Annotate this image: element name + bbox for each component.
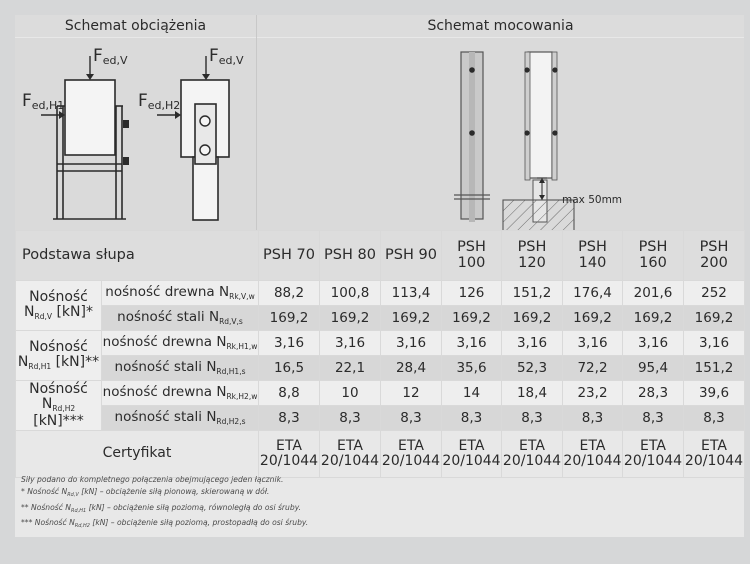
- value-cell: 151,2: [502, 281, 563, 306]
- row-label: nośność drewna $N_{Rk,H2,w}$: [102, 381, 259, 406]
- row-label: nośność stali $N_{Rd,V,s}$: [102, 306, 259, 331]
- value-cell: 3,16: [320, 331, 381, 356]
- table-row: [16, 356, 745, 381]
- value-cell: 3,16: [502, 331, 563, 356]
- certificate-cell: ETA 20/1044: [684, 431, 745, 478]
- column-header: PSH 140: [563, 231, 623, 281]
- row-label: nośność drewna $N_{Rk,H1,w}$: [102, 331, 259, 356]
- force-h1-sub: ed,H1: [31, 99, 65, 112]
- value-cell: 8,3: [320, 406, 381, 431]
- certificate-cell: ETA 20/1044: [563, 431, 623, 478]
- force-v2-label: F: [209, 46, 219, 66]
- value-cell: 14: [442, 381, 502, 406]
- value-cell: 3,16: [563, 331, 623, 356]
- value-cell: 3,16: [381, 331, 442, 356]
- value-cell: 95,4: [623, 356, 684, 381]
- value-cell: 8,3: [684, 406, 745, 431]
- mounting-diagram-svg: [257, 38, 744, 230]
- max-gap-label: max 50mm: [562, 194, 623, 206]
- value-cell: 252: [684, 281, 745, 306]
- value-cell: 72,2: [563, 356, 623, 381]
- column-header: PSH 70: [259, 231, 320, 281]
- column-header: PSH 160: [623, 231, 684, 281]
- corner-label: Podstawa słupa: [16, 231, 259, 281]
- row-label: nośność stali $N_{Rd,H2,s}$: [102, 406, 259, 431]
- column-header: PSH 100: [442, 231, 502, 281]
- value-cell: 3,16: [623, 331, 684, 356]
- certificate-cell: ETA 20/1044: [442, 431, 502, 478]
- value-cell: 8,3: [563, 406, 623, 431]
- column-header: PSH 90: [381, 231, 442, 281]
- value-cell: 23,2: [563, 381, 623, 406]
- table-row: [16, 281, 745, 306]
- value-cell: 201,6: [623, 281, 684, 306]
- value-cell: 22,1: [320, 356, 381, 381]
- value-cell: 3,16: [684, 331, 745, 356]
- value-cell: 3,16: [259, 331, 320, 356]
- value-cell: 3,16: [442, 331, 502, 356]
- value-cell: 169,2: [259, 306, 320, 331]
- product-sheet: [15, 15, 744, 537]
- force-v-label: F: [93, 46, 103, 66]
- capacity-table: [15, 230, 745, 478]
- footnote-2: ** Nośność $N_{Rd,H1}$ [kN] – obciążenie siłą poziomą, równoległą do osi śruby.: [21, 502, 302, 514]
- value-cell: 16,5: [259, 356, 320, 381]
- table-row: [16, 331, 745, 356]
- value-cell: 151,2: [684, 356, 745, 381]
- certificate-cell: ETA 20/1044: [381, 431, 442, 478]
- value-cell: 126: [442, 281, 502, 306]
- certificate-row: [16, 431, 745, 478]
- svg-text:Fed,H2: [138, 91, 180, 112]
- load-schema-drawing: [15, 38, 256, 230]
- row-label: nośność stali $N_{Rd,H1,s}$: [102, 356, 259, 381]
- group-label: Nośność $N_{Rd,H2}$ [kN]***: [16, 381, 102, 431]
- certificate-cell: ETA 20/1044: [502, 431, 563, 478]
- force-v-sub: ed,V: [102, 54, 128, 67]
- value-cell: 8,3: [623, 406, 684, 431]
- svg-text:Fed,H1: [22, 91, 64, 112]
- group-label: Nośność $N_{Rd,V}$ [kN]*: [16, 281, 102, 331]
- value-cell: 28,4: [381, 356, 442, 381]
- value-cell: 169,2: [320, 306, 381, 331]
- table-row: [16, 306, 745, 331]
- load-diagram-svg: [15, 38, 256, 230]
- row-label: nośność drewna $N_{Rk,V,w}$: [102, 281, 259, 306]
- value-cell: 8,3: [381, 406, 442, 431]
- value-cell: 169,2: [623, 306, 684, 331]
- force-h1-label: F: [22, 91, 32, 111]
- value-cell: 169,2: [381, 306, 442, 331]
- mounting-schema-drawing: [257, 38, 744, 230]
- load-schema-title: Schemat obciążenia: [15, 15, 256, 37]
- footnote-1: * Nośność $N_{Rd,V}$ [kN] – obciążenie siłą pionową, skierowaną w dół.: [21, 487, 270, 499]
- certificate-cell: ETA 20/1044: [320, 431, 381, 478]
- certificate-label: Certyfikat: [16, 431, 259, 478]
- certificate-cell: ETA 20/1044: [623, 431, 684, 478]
- value-cell: 10: [320, 381, 381, 406]
- footnote-general: Siły podano do kompletnego połączenia obejmującego jeden łącznik.: [21, 475, 284, 484]
- value-cell: 12: [381, 381, 442, 406]
- svg-text:Fed,V: [209, 46, 244, 67]
- table-row: [16, 406, 745, 431]
- value-cell: 28,3: [623, 381, 684, 406]
- value-cell: 8,3: [442, 406, 502, 431]
- table-row: [16, 381, 745, 406]
- value-cell: 169,2: [563, 306, 623, 331]
- mounting-schema-title: Schemat mocowania: [257, 15, 744, 37]
- value-cell: 113,4: [381, 281, 442, 306]
- table-header-row: [16, 231, 745, 281]
- force-v2-sub: ed,V: [218, 54, 244, 67]
- certificate-cell: ETA 20/1044: [259, 431, 320, 478]
- value-cell: 176,4: [563, 281, 623, 306]
- mounting-plate: [454, 52, 490, 222]
- value-cell: 52,3: [502, 356, 563, 381]
- value-cell: 8,3: [259, 406, 320, 431]
- value-cell: 39,6: [684, 381, 745, 406]
- side-view-bolts: [123, 120, 129, 165]
- force-h2-sub: ed,H2: [147, 99, 181, 112]
- svg-text:Fed,V: [93, 46, 128, 67]
- column-header: PSH 200: [684, 231, 745, 281]
- value-cell: 35,6: [442, 356, 502, 381]
- column-header: PSH 80: [320, 231, 381, 281]
- value-cell: 88,2: [259, 281, 320, 306]
- force-h2-label: F: [138, 91, 148, 111]
- value-cell: 169,2: [502, 306, 563, 331]
- value-cell: 169,2: [442, 306, 502, 331]
- footnotes: [21, 474, 741, 532]
- column-header: PSH 120: [502, 231, 563, 281]
- value-cell: 169,2: [684, 306, 745, 331]
- value-cell: 8,8: [259, 381, 320, 406]
- value-cell: 8,3: [502, 406, 563, 431]
- value-cell: 18,4: [502, 381, 563, 406]
- value-cell: 100,8: [320, 281, 381, 306]
- footnote-3: *** Nośność $N_{Rd,H2}$ [kN] – obciążenie siłą poziomą, prostopadłą do osi śruby.: [21, 517, 309, 529]
- group-label: Nośność $N_{Rd,H1}$ [kN]**: [16, 331, 102, 381]
